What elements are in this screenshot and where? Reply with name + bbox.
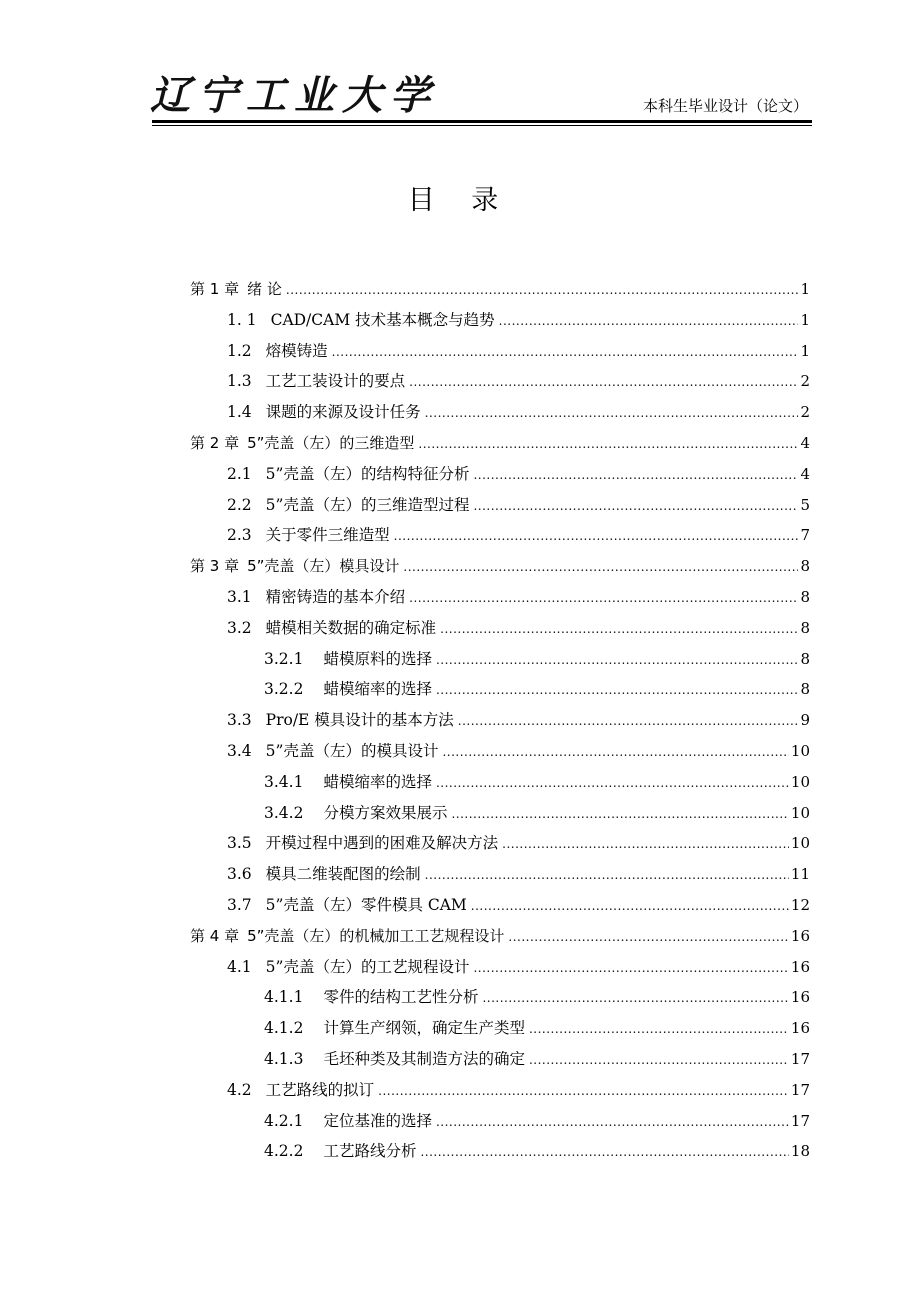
toc-entry-page: 2 bbox=[800, 372, 810, 391]
toc-entry[interactable] bbox=[190, 336, 810, 367]
toc-entry-label: 关于零件三维造型 bbox=[265, 526, 390, 545]
toc-entry-label: 5”壳盖（左）的三维造型 bbox=[247, 433, 415, 452]
toc-entry-number: 3.7 bbox=[227, 895, 252, 914]
toc-dot-leader bbox=[508, 922, 788, 953]
toc-entry-page: 10 bbox=[790, 834, 810, 853]
toc-entry-label: 蜡模原料的选择 bbox=[323, 649, 432, 668]
toc-entry-page: 8 bbox=[800, 649, 810, 668]
toc-entry-number: 4.2.2 bbox=[264, 1142, 304, 1161]
toc-entry-page: 16 bbox=[790, 957, 810, 976]
toc-entry-label: 蜡模相关数据的确定标准 bbox=[265, 618, 437, 637]
toc-entry-page: 12 bbox=[790, 895, 810, 914]
toc-entry[interactable] bbox=[190, 366, 810, 397]
toc-entry-page: 16 bbox=[790, 988, 810, 1007]
toc-entry-number: 第 1 章 bbox=[190, 280, 240, 298]
toc-entry-number: 1.3 bbox=[227, 372, 252, 391]
toc-dot-leader bbox=[442, 737, 788, 768]
toc-entry-page: 8 bbox=[800, 557, 810, 576]
toc-entry-number: 2.1 bbox=[227, 464, 252, 483]
toc-entry-page: 16 bbox=[790, 926, 810, 945]
toc-dot-leader bbox=[482, 983, 788, 1014]
toc-entry-number: 2.2 bbox=[227, 495, 252, 514]
toc-entry[interactable] bbox=[190, 551, 810, 582]
toc-entry-label: 工艺工装设计的要点 bbox=[265, 372, 406, 391]
toc-dot-leader bbox=[499, 306, 799, 337]
toc-entry-number: 3.4.1 bbox=[264, 772, 304, 791]
toc-entry[interactable] bbox=[190, 520, 810, 551]
toc-entry[interactable] bbox=[190, 582, 810, 613]
toc-entry-number: 4.1.2 bbox=[264, 1019, 304, 1038]
toc-entry-number: 4.1.3 bbox=[264, 1049, 304, 1068]
toc-entry-page: 8 bbox=[800, 680, 810, 699]
toc-entry[interactable] bbox=[190, 828, 810, 859]
toc-dot-leader bbox=[529, 1045, 789, 1076]
toc-entry-number: 1.2 bbox=[227, 341, 252, 360]
toc-entry[interactable] bbox=[190, 644, 810, 675]
toc-entry-page: 10 bbox=[790, 803, 810, 822]
toc-dot-leader bbox=[473, 491, 798, 522]
toc-entry[interactable] bbox=[190, 1075, 810, 1106]
toc-entry[interactable] bbox=[190, 674, 810, 705]
toc-entry[interactable] bbox=[190, 1136, 810, 1167]
toc-entry-number: 3.6 bbox=[227, 865, 252, 884]
toc-dot-leader bbox=[409, 583, 798, 614]
toc-entry-page: 8 bbox=[800, 618, 810, 637]
toc-entry-page: 4 bbox=[800, 464, 810, 483]
toc-entry-label: 定位基准的选择 bbox=[323, 1111, 432, 1130]
toc-entry[interactable] bbox=[190, 767, 810, 798]
toc-entry[interactable] bbox=[190, 274, 810, 305]
toc-dot-leader bbox=[409, 367, 798, 398]
toc-entry-label: 5”壳盖（左）零件模具 CAM bbox=[265, 895, 467, 914]
page-title: 目 录 bbox=[407, 185, 513, 216]
toc-entry-label: 计算生产纲领，确定生产类型 bbox=[323, 1019, 525, 1038]
toc-entry-label: 毛坯种类及其制造方法的确定 bbox=[323, 1049, 525, 1068]
table-of-contents bbox=[190, 274, 810, 1167]
toc-dot-leader bbox=[332, 337, 799, 368]
toc-dot-leader bbox=[473, 460, 798, 491]
toc-dot-leader bbox=[436, 1107, 789, 1138]
toc-entry[interactable] bbox=[190, 952, 810, 983]
toc-entry-page: 1 bbox=[800, 310, 810, 329]
toc-entry-label: 5”壳盖（左）模具设计 bbox=[247, 557, 400, 576]
toc-entry-label: 零件的结构工艺性分析 bbox=[323, 988, 479, 1007]
toc-entry-number: 第 3 章 bbox=[190, 557, 240, 576]
toc-entry-number: 4.1.1 bbox=[264, 988, 304, 1007]
toc-entry-label: 绪 论 bbox=[247, 280, 282, 298]
toc-entry-number: 4.2 bbox=[227, 1080, 252, 1099]
toc-entry-number: 3.5 bbox=[227, 834, 252, 853]
toc-entry[interactable] bbox=[190, 798, 810, 829]
toc-entry[interactable] bbox=[190, 1013, 810, 1044]
toc-entry-label: 工艺路线分析 bbox=[323, 1142, 417, 1161]
toc-entry-number: 3.4 bbox=[227, 741, 252, 760]
toc-entry-number: 第 2 章 bbox=[190, 433, 240, 452]
toc-entry-label: 熔模铸造 bbox=[265, 341, 328, 360]
toc-entry[interactable] bbox=[190, 890, 810, 921]
toc-entry-page: 4 bbox=[800, 433, 810, 452]
toc-entry-page: 18 bbox=[790, 1142, 810, 1161]
toc-entry-label: 工艺路线的拟订 bbox=[265, 1080, 375, 1099]
toc-dot-leader bbox=[473, 953, 788, 984]
toc-entry-page: 16 bbox=[790, 1019, 810, 1038]
toc-dot-leader bbox=[425, 860, 789, 891]
toc-dot-leader bbox=[471, 891, 789, 922]
toc-entry-number: 3.1 bbox=[227, 587, 252, 606]
toc-dot-leader bbox=[451, 799, 788, 830]
toc-entry[interactable] bbox=[190, 459, 810, 490]
toc-entry-label: 分模方案效果展示 bbox=[323, 803, 448, 822]
toc-entry[interactable] bbox=[190, 705, 810, 736]
university-logo: 辽宁工业大学 bbox=[150, 72, 438, 119]
toc-entry-number: 3.2 bbox=[227, 618, 252, 637]
toc-entry-number: 3.2.2 bbox=[264, 680, 304, 699]
toc-entry-label: 课题的来源及设计任务 bbox=[265, 403, 421, 422]
toc-entry[interactable] bbox=[190, 397, 810, 428]
toc-entry[interactable] bbox=[190, 859, 810, 890]
header-subtitle: 本科生毕业设计（论文） bbox=[642, 97, 808, 115]
toc-entry-label: 精密铸造的基本介绍 bbox=[265, 587, 406, 606]
toc-entry-page: 17 bbox=[790, 1111, 810, 1130]
toc-entry[interactable] bbox=[190, 921, 810, 952]
toc-dot-leader bbox=[502, 829, 789, 860]
toc-entry-number: 4.1 bbox=[227, 957, 252, 976]
toc-dot-leader bbox=[420, 1137, 788, 1168]
toc-entry-page: 9 bbox=[800, 711, 810, 730]
toc-entry-page: 11 bbox=[790, 865, 810, 884]
header-rule-thick bbox=[152, 120, 812, 123]
toc-entry-label: 蜡模缩率的选择 bbox=[323, 680, 432, 699]
toc-entry-number: 1.4 bbox=[227, 403, 252, 422]
toc-entry-page: 2 bbox=[800, 403, 810, 422]
toc-entry-label: Pro/E 模具设计的基本方法 bbox=[265, 711, 454, 730]
toc-entry[interactable] bbox=[190, 1106, 810, 1137]
toc-dot-leader bbox=[436, 768, 789, 799]
toc-entry-label: 5”壳盖（左）的结构特征分析 bbox=[265, 464, 470, 483]
toc-entry-number: 3.2.1 bbox=[264, 649, 304, 668]
toc-dot-leader bbox=[529, 1014, 789, 1045]
toc-dot-leader bbox=[436, 645, 798, 676]
toc-entry-label: 蜡模缩率的选择 bbox=[323, 772, 432, 791]
toc-entry-number: 4.2.1 bbox=[264, 1111, 304, 1130]
toc-entry-label: 开模过程中遇到的困难及解决方法 bbox=[265, 834, 499, 853]
toc-entry-number: 第 4 章 bbox=[190, 926, 240, 945]
toc-entry-page: 8 bbox=[800, 587, 810, 606]
toc-dot-leader bbox=[458, 706, 799, 737]
toc-entry[interactable] bbox=[190, 1044, 810, 1075]
toc-entry-page: 1 bbox=[800, 341, 810, 360]
toc-entry-label: 5”壳盖（左）的工艺规程设计 bbox=[265, 957, 470, 976]
toc-dot-leader bbox=[378, 1076, 789, 1107]
toc-entry[interactable] bbox=[190, 428, 810, 459]
toc-entry-page: 10 bbox=[790, 772, 810, 791]
toc-entry-number: 3.4.2 bbox=[264, 803, 304, 822]
toc-entry-page: 10 bbox=[790, 741, 810, 760]
toc-entry-page: 7 bbox=[800, 526, 810, 545]
toc-dot-leader bbox=[440, 614, 798, 645]
toc-entry-page: 1 bbox=[800, 280, 810, 298]
toc-dot-leader bbox=[286, 275, 799, 306]
toc-entry-label: 模具二维装配图的绘制 bbox=[265, 865, 421, 884]
toc-entry[interactable] bbox=[190, 736, 810, 767]
toc-dot-leader bbox=[425, 398, 799, 429]
toc-dot-leader bbox=[436, 675, 798, 706]
toc-entry-page: 5 bbox=[800, 495, 810, 514]
toc-entry-number: 1. 1 bbox=[227, 310, 257, 329]
toc-entry-label: 5”壳盖（左）的机械加工工艺规程设计 bbox=[247, 926, 505, 945]
toc-entry-page: 17 bbox=[790, 1049, 810, 1068]
toc-entry-label: 5”壳盖（左）的三维造型过程 bbox=[265, 495, 470, 514]
header-rule-thin bbox=[152, 125, 812, 126]
toc-entry[interactable] bbox=[190, 982, 810, 1013]
toc-entry-number: 3.3 bbox=[227, 711, 252, 730]
toc-entry-number: 2.3 bbox=[227, 526, 252, 545]
toc-dot-leader bbox=[418, 429, 798, 460]
toc-entry[interactable] bbox=[190, 490, 810, 521]
toc-entry-label: 5”壳盖（左）的模具设计 bbox=[265, 741, 439, 760]
toc-entry[interactable] bbox=[190, 305, 810, 336]
toc-entry-label: CAD/CAM 技术基本概念与趋势 bbox=[270, 310, 495, 329]
toc-entry-page: 17 bbox=[790, 1080, 810, 1099]
toc-dot-leader bbox=[394, 521, 799, 552]
toc-entry[interactable] bbox=[190, 613, 810, 644]
toc-dot-leader bbox=[403, 552, 798, 583]
